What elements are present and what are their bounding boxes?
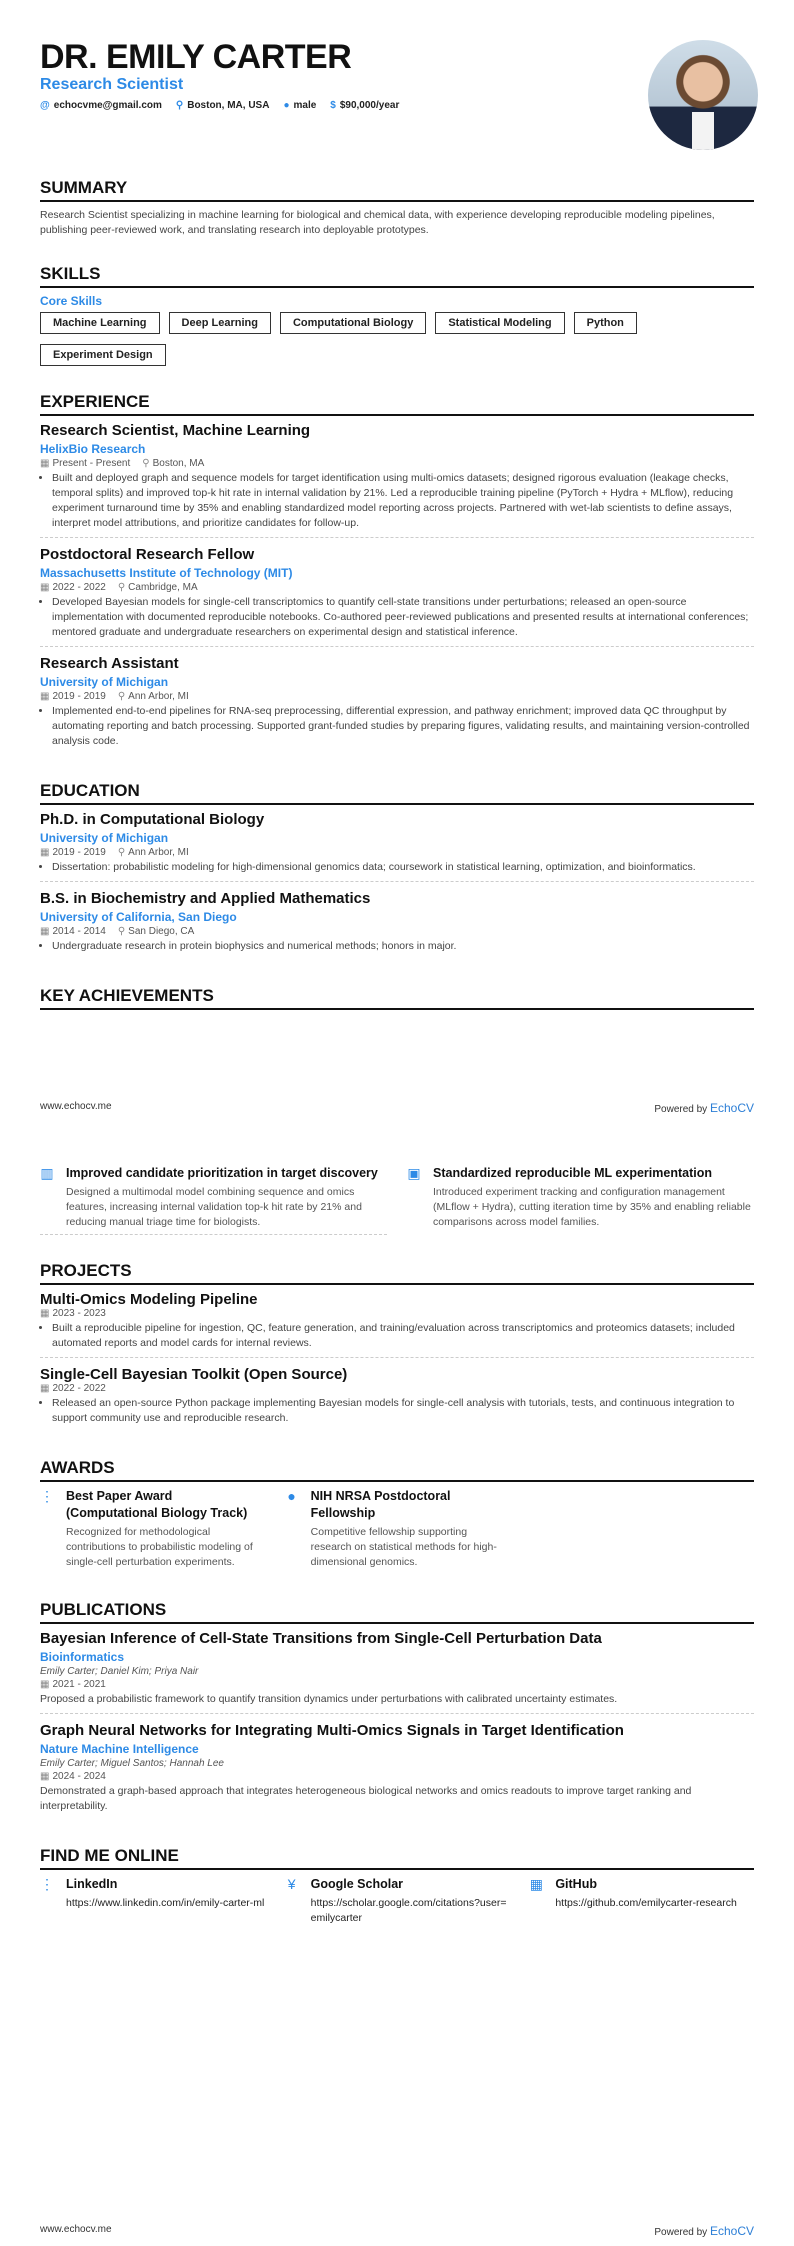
online-section xyxy=(40,1846,754,1930)
section-heading: EDUCATION xyxy=(40,781,754,805)
publications-section xyxy=(40,1600,754,1820)
section-heading: PROJECTS xyxy=(40,1261,754,1285)
experience-section xyxy=(40,392,754,755)
skill-tag: Deep Learning xyxy=(169,312,271,334)
contact-text: echocvme@gmail.com xyxy=(53,100,162,111)
map-pin-icon: ⚲ xyxy=(117,926,126,937)
powered-label: Powered by xyxy=(654,2227,708,2238)
section-heading: AWARDS xyxy=(40,1458,754,1482)
calendar-icon: ▦ xyxy=(40,582,50,593)
entry-title: Research Assistant xyxy=(40,655,179,672)
entry-meta xyxy=(40,582,754,593)
entry-title: B.S. in Biochemistry and Applied Mathematics xyxy=(40,890,371,907)
card-title: LinkedIn xyxy=(66,1877,118,1891)
resume-header xyxy=(40,38,754,111)
summary-section xyxy=(40,178,754,238)
entry-meta xyxy=(40,1771,754,1782)
entry-location xyxy=(118,926,194,937)
calendar-icon: ▦ xyxy=(40,1383,50,1394)
education-entry xyxy=(40,890,754,960)
calendar-icon: ▦ xyxy=(40,1308,50,1319)
online-profile-link[interactable] xyxy=(285,1876,510,1930)
contact-text: $90,000/year xyxy=(339,100,400,111)
entry-title: Graph Neural Networks for Integrating Multi-Omics Signals in Target Identification xyxy=(40,1722,624,1739)
dates-text: 2023 - 2023 xyxy=(52,1308,106,1319)
entry-location xyxy=(118,847,189,858)
dates-text: 2024 - 2024 xyxy=(52,1771,106,1782)
project-entry xyxy=(40,1291,754,1358)
entry-meta xyxy=(40,847,754,858)
calendar-icon: ▦ xyxy=(40,691,50,702)
section-heading: KEY ACHIEVEMENTS xyxy=(40,986,754,1010)
contact-email[interactable] xyxy=(40,100,162,111)
page-footer xyxy=(40,1101,754,1115)
entry-description: Proposed a probabilistic framework to quantify transition dynamics under perturbations with calibrated uncertainty estimates. xyxy=(40,1693,618,1705)
entry-venue: Bioinformatics xyxy=(40,1650,125,1664)
map-pin-icon: ⚲ xyxy=(175,100,184,111)
education-section xyxy=(40,781,754,960)
entry-description: Demonstrated a graph-based approach that integrates heterogeneous biological networks and omics readouts to improve target ranking and interpretability. xyxy=(40,1785,692,1812)
entry-dates xyxy=(40,582,106,593)
projects-section xyxy=(40,1261,754,1432)
section-heading: EXPERIENCE xyxy=(40,392,754,416)
experience-entry xyxy=(40,655,754,755)
award-card xyxy=(285,1488,510,1574)
entry-bullet: • Built and deployed graph and sequence models for target identification using multi-omics datasets; designed rigorous evaluation (leakage checks, temporal splits) and improved top-k hit rate in internal validation by 21%. Led a reproducible training pipeline (PyTorch + Hydra + MLflow), reducing experiment turnaround time by 35% and enabling standardized model reporting across projects. Partnered with wet-lab scientists to define assays, interpret model attributions, and prioritize candidates for follow-up. xyxy=(52,471,754,531)
entry-meta xyxy=(40,1679,754,1690)
summary-text: Research Scientist specializing in machine learning for biological and chemical data, with experience developing reproducible modeling pipelines, publishing peer-reviewed work, and translating research into deployable prototypes. xyxy=(40,209,715,236)
award-card xyxy=(40,1488,265,1574)
section-heading: FIND ME ONLINE xyxy=(40,1846,754,1870)
skill-tag: Machine Learning xyxy=(40,312,160,334)
awards-section xyxy=(40,1458,754,1574)
profile-photo xyxy=(648,40,758,150)
contact-text: male xyxy=(293,100,317,111)
chat-icon: ● xyxy=(287,1488,296,1504)
skill-group-label: Core Skills xyxy=(40,294,103,308)
card-title: Google Scholar xyxy=(310,1877,404,1891)
dates-text: 2019 - 2019 xyxy=(52,847,106,858)
card-desc: Competitive fellowship supporting research on statistical methods for high-dimensional genomics. xyxy=(310,1526,497,1568)
entry-dates xyxy=(40,458,130,469)
brand-logo: EchoCV xyxy=(709,2224,754,2238)
achievements-section xyxy=(40,986,754,1010)
entry-dates xyxy=(40,1308,106,1319)
card-title: Improved candidate prioritization in target discovery xyxy=(66,1166,378,1180)
section-heading: SKILLS xyxy=(40,264,754,288)
card-title: NIH NRSA Postdoctoral Fellowship xyxy=(310,1489,451,1520)
section-heading: PUBLICATIONS xyxy=(40,1600,754,1624)
entry-organization: University of Michigan xyxy=(40,831,169,845)
entry-organization: University of Michigan xyxy=(40,675,169,689)
contact-list xyxy=(40,100,754,111)
calendar-icon: ▦ xyxy=(529,1876,543,1892)
entry-authors: Emily Carter; Daniel Kim; Priya Nair xyxy=(40,1666,199,1677)
publication-entry xyxy=(40,1722,754,1820)
skill-tag: Python xyxy=(574,312,637,334)
calendar-icon: ▦ xyxy=(40,1771,50,1782)
entry-location xyxy=(118,582,198,593)
dates-text: 2021 - 2021 xyxy=(52,1679,106,1690)
dates-text: 2022 - 2022 xyxy=(52,1383,106,1394)
card-desc: Introduced experiment tracking and configuration management (MLflow + Hydra), cutting iteration time by 35% and enabling reliable comparisons across model families. xyxy=(433,1186,751,1228)
entry-organization: Massachusetts Institute of Technology (MIT) xyxy=(40,566,293,580)
entry-dates xyxy=(40,1771,106,1782)
dates-text: 2022 - 2022 xyxy=(52,582,106,593)
brand-logo: EchoCV xyxy=(709,1101,754,1115)
at-icon: @ xyxy=(40,100,50,111)
page-footer xyxy=(40,2224,754,2238)
entry-meta xyxy=(40,458,754,469)
map-pin-icon: ⚲ xyxy=(117,691,126,702)
chip-icon: ▣ xyxy=(407,1165,421,1181)
entry-title: Multi-Omics Modeling Pipeline xyxy=(40,1291,258,1308)
card-title: GitHub xyxy=(555,1877,597,1891)
location-text: Ann Arbor, MI xyxy=(128,847,189,858)
card-url[interactable]: https://scholar.google.com/citations?user=emilycarter xyxy=(310,1897,507,1924)
card-title: Standardized reproducible ML experimentation xyxy=(433,1166,712,1180)
user-icon: ● xyxy=(283,100,290,111)
skill-tag: Statistical Modeling xyxy=(435,312,564,334)
contact-gender xyxy=(283,100,316,111)
location-text: Boston, MA xyxy=(152,458,205,469)
candidate-title: Research Scientist xyxy=(40,76,184,93)
entry-bullet: • Dissertation: probabilistic modeling for high-dimensional genomics data; coursework in statistical learning, optimization, and bioinformatics. xyxy=(52,860,754,875)
card-desc: Recognized for methodological contributions to probabilistic modeling of single-cell perturbation experiments. xyxy=(66,1526,253,1568)
entry-title: Bayesian Inference of Cell-State Transitions from Single-Cell Perturbation Data xyxy=(40,1630,602,1647)
entry-location xyxy=(118,691,189,702)
footer-powered xyxy=(654,1101,754,1115)
map-pin-icon: ⚲ xyxy=(117,582,126,593)
entry-dates xyxy=(40,926,106,937)
location-text: Ann Arbor, MI xyxy=(128,691,189,702)
experience-entry xyxy=(40,422,754,538)
dates-text: 2019 - 2019 xyxy=(52,691,106,702)
entry-bullet: • Implemented end-to-end pipelines for RNA-seq preprocessing, differential expression, and pathway enrichment; improved data QC throughput by automating reporting and batch processing. Supported grant-funded studies by preparing figures, validating results, and maintaining version-controlled analysis code. xyxy=(52,704,754,749)
calendar-icon: ▦ xyxy=(40,458,50,469)
entry-authors: Emily Carter; Miguel Santos; Hannah Lee xyxy=(40,1758,224,1769)
entry-organization: HelixBio Research xyxy=(40,442,146,456)
entry-title: Research Scientist, Machine Learning xyxy=(40,422,311,439)
dates-text: Present - Present xyxy=(52,458,131,469)
calendar-icon: ▦ xyxy=(40,1679,50,1690)
powered-label: Powered by xyxy=(654,1104,708,1115)
achievements-list xyxy=(40,1165,754,1235)
education-entry xyxy=(40,811,754,882)
entry-location xyxy=(142,458,204,469)
contact-text: Boston, MA, USA xyxy=(187,100,270,111)
contact-location xyxy=(176,100,270,111)
section-heading: SUMMARY xyxy=(40,178,754,202)
yen-icon: ¥ xyxy=(287,1876,296,1892)
entry-bullet: • Built a reproducible pipeline for ingestion, QC, feature generation, and training/evaluation across transcriptomics and proteomics datasets; included automated reports and model cards for internal reviews. xyxy=(52,1321,754,1351)
map-pin-icon: ⚲ xyxy=(117,847,126,858)
entry-dates xyxy=(40,1679,106,1690)
candidate-name: DR. EMILY CARTER xyxy=(40,38,352,76)
map-pin-icon: ⚲ xyxy=(142,458,150,469)
card-url[interactable]: https://www.linkedin.com/in/emily-carter-ml xyxy=(66,1897,265,1909)
entry-venue: Nature Machine Intelligence xyxy=(40,1742,199,1756)
skills-section xyxy=(40,264,754,366)
entry-bullet: • Released an open-source Python package implementing Bayesian models for single-cell analysis with tutorials, tests, and continuous integration to support community use and reproducible research. xyxy=(52,1396,754,1426)
achievement-card xyxy=(40,1165,387,1235)
publication-entry xyxy=(40,1630,754,1714)
project-entry xyxy=(40,1366,754,1432)
dots-icon: ⋮ xyxy=(40,1876,54,1892)
footer-site-link[interactable]: www.echocv.me xyxy=(40,1101,112,1112)
entry-meta xyxy=(40,1308,754,1319)
contact-salary xyxy=(330,100,399,111)
calendar-icon: ▦ xyxy=(40,926,50,937)
entry-meta xyxy=(40,691,754,702)
online-profile-link[interactable] xyxy=(529,1876,754,1930)
calendar-icon: ▦ xyxy=(40,847,50,858)
dots-icon: ⋮ xyxy=(40,1488,54,1504)
skill-tag: Experiment Design xyxy=(40,344,166,366)
card-desc: Designed a multimodal model combining sequence and omics features, increasing internal validation top-k hit rate by 21% and reducing manual triage time for biologists. xyxy=(66,1186,362,1228)
entry-bullet: • Developed Bayesian models for single-cell transcriptomics to quantify cell-state transitions under perturbations; released an open-source implementation with documented reproducible notebooks. Co-authored peer-reviewed publications and presented results at international conferences; mentored graduate and undergraduate researchers on experimental design and statistical inference. xyxy=(52,595,754,640)
entry-bullet: • Undergraduate research in protein biophysics and numerical methods; honors in major. xyxy=(52,939,754,954)
footer-site-link[interactable]: www.echocv.me xyxy=(40,2224,112,2235)
card-title: Best Paper Award (Computational Biology Track) xyxy=(66,1489,248,1520)
dollar-icon: $ xyxy=(330,100,336,111)
entry-title: Single-Cell Bayesian Toolkit (Open Source) xyxy=(40,1366,348,1383)
entry-title: Postdoctoral Research Fellow xyxy=(40,546,255,563)
building-icon: ▥ xyxy=(40,1165,54,1181)
footer-powered xyxy=(654,2224,754,2238)
card-url[interactable]: https://github.com/emilycarter-research xyxy=(555,1897,737,1909)
location-text: Cambridge, MA xyxy=(128,582,198,593)
entry-meta xyxy=(40,926,754,937)
achievement-card xyxy=(407,1165,754,1235)
skill-tag: Computational Biology xyxy=(280,312,426,334)
page-2 xyxy=(0,1123,794,2246)
entry-organization: University of California, San Diego xyxy=(40,910,237,924)
entry-title: Ph.D. in Computational Biology xyxy=(40,811,265,828)
location-text: San Diego, CA xyxy=(128,926,195,937)
entry-meta xyxy=(40,1383,754,1394)
entry-dates xyxy=(40,1383,106,1394)
entry-dates xyxy=(40,691,106,702)
entry-dates xyxy=(40,847,106,858)
dates-text: 2014 - 2014 xyxy=(52,926,106,937)
experience-entry xyxy=(40,546,754,647)
online-profile-link[interactable] xyxy=(40,1876,265,1930)
